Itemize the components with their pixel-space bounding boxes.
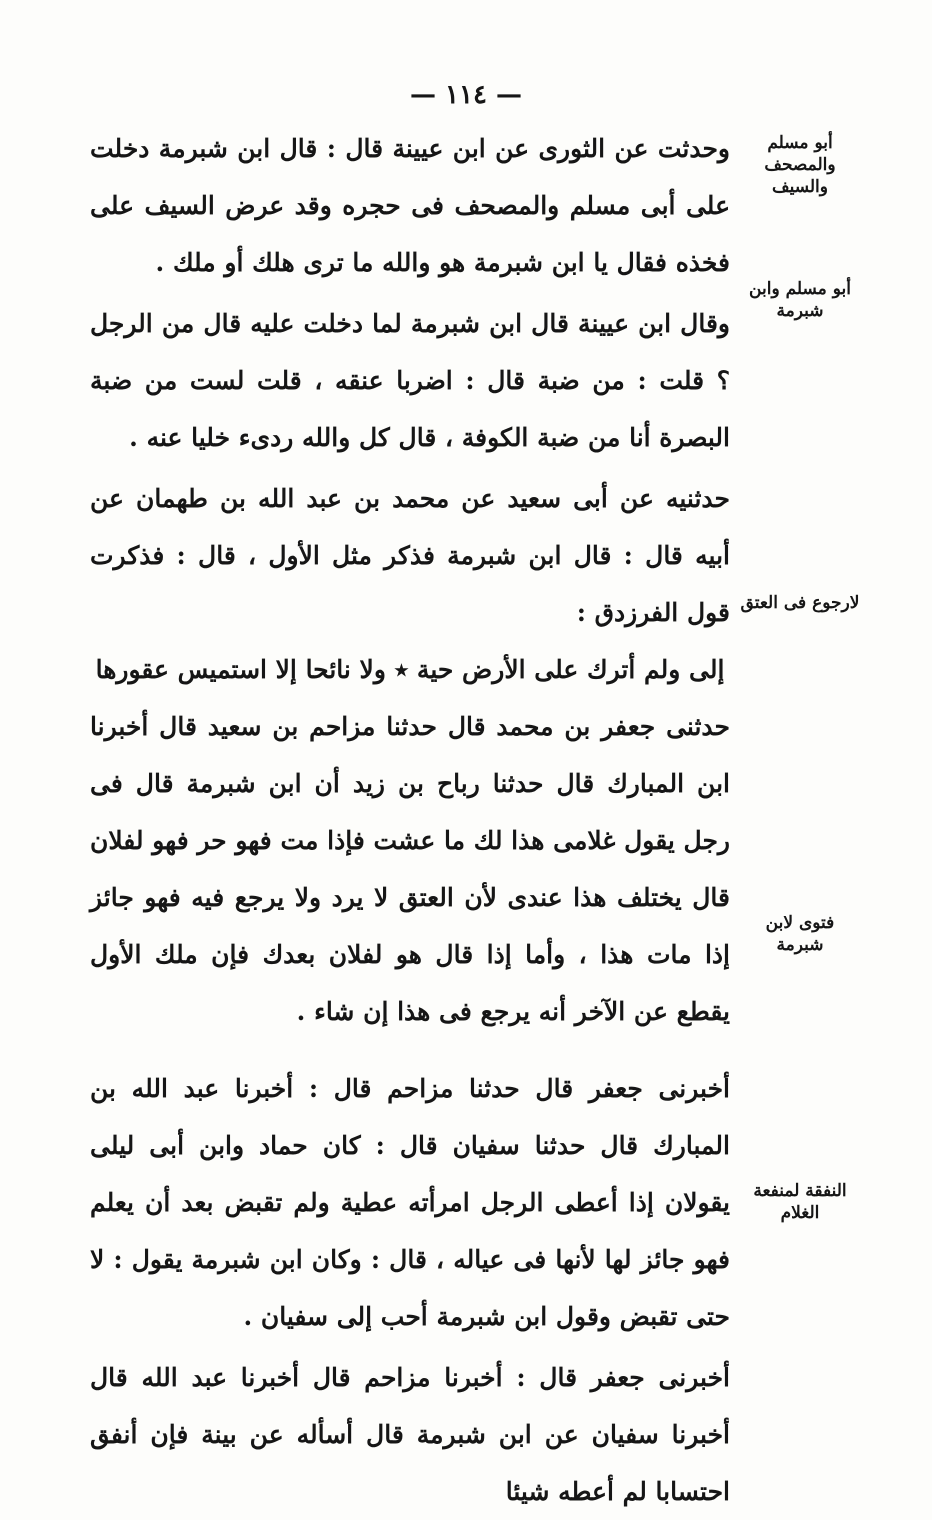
margin-note-abu-muslim-ibn-shubruma: أبو مسلم وابن شبرمة [749, 279, 851, 321]
main-text [90, 120, 730, 1520]
paragraph-maintenance: أخبرنى جعفر قال : أخبرنا مزاحم قال أخبرنا عبد الله قال أخبرنا سفيان عن ابن شبرمة قال أسأله عن بينة فإن أنفق احتسابا لم أعطه شيئا [90, 1363, 730, 1506]
page-number: — ١١٤ — [409, 80, 523, 110]
paragraph-abu-muslim-mushaf: وحدثت عن الثورى عن ابن عيينة قال : قال ابن شبرمة دخلت على أبى مسلم والمصحف فى حجره وقد عرض السيف على فخذه فقال يا ابن شبرمة هو والله ما ترى هلك أو ملك . [90, 134, 730, 277]
poetry-verse: إلى ولم أترك على الأرض حية ٭ ولا نائحا إلا استميس عقورها [95, 655, 725, 684]
margin-note-maintenance-for-boy: النفقة لمنفعة الغلام [753, 1181, 847, 1223]
paragraph-hadathnihi: حدثنيه عن أبى سعيد عن محمد بن عبد الله بن طهمان عن أبيه قال : قال ابن شبرمة فذكر مثل الأول ، قال : فذكرت قول الفرزدق : [90, 484, 730, 627]
paragraph-manumission: حدثنى جعفر بن محمد قال حدثنا مزاحم بن سعيد قال أخبرنا ابن المبارك قال حدثنا رباح بن زيد أن ابن شبرمة قال فى رجل يقول غلامى هذا لك ما عشت فإذا مت فهو حر فهو لفلان قال يختلف هذا عندى لأن العتق لا يرد ولا يرجع فيه فهو جائز إذا مات هذا ، وأما إذا قال هو لفلان بعدك فإن ملك الأول يقطع عن الآخر أنه يرجع فى هذا إن شاء . [90, 712, 730, 1026]
margin-note-fatwa-ibn-shubruma: فتوى لابن شبرمة [765, 913, 835, 955]
margin-note-no-return-in-manumission: لارجوع فى العتق [740, 593, 860, 613]
paragraph-gift-to-wife: أخبرنى جعفر قال حدثنا مزاحم قال : أخبرنا عبد الله بن المبارك قال حدثنا سفيان قال : كان حماد وابن أبى ليلى يقولان إذا أعطى الرجل امرأته عطية ولم تقبض بعد أن يعلم فهو جائز لها لأنها فى عياله ، قال : وكان ابن شبرمة يقول : لا حتى تقبض وقول ابن شبرمة أحب إلى سفيان . [90, 1074, 730, 1331]
margin-note-abu-muslim-mushaf: أبو مسلم والمصحف والسيف [764, 133, 836, 197]
paragraph-ibn-uyayna: وقال ابن عيينة قال ابن شبرمة لما دخلت عليه قال من الرجل ؟ قلت : من ضبة قال : اضربا عنقه ، قلت لست من ضبة البصرة أنا من ضبة الكوفة ، قال كل والله ردىء خليا عنه . [90, 309, 730, 452]
